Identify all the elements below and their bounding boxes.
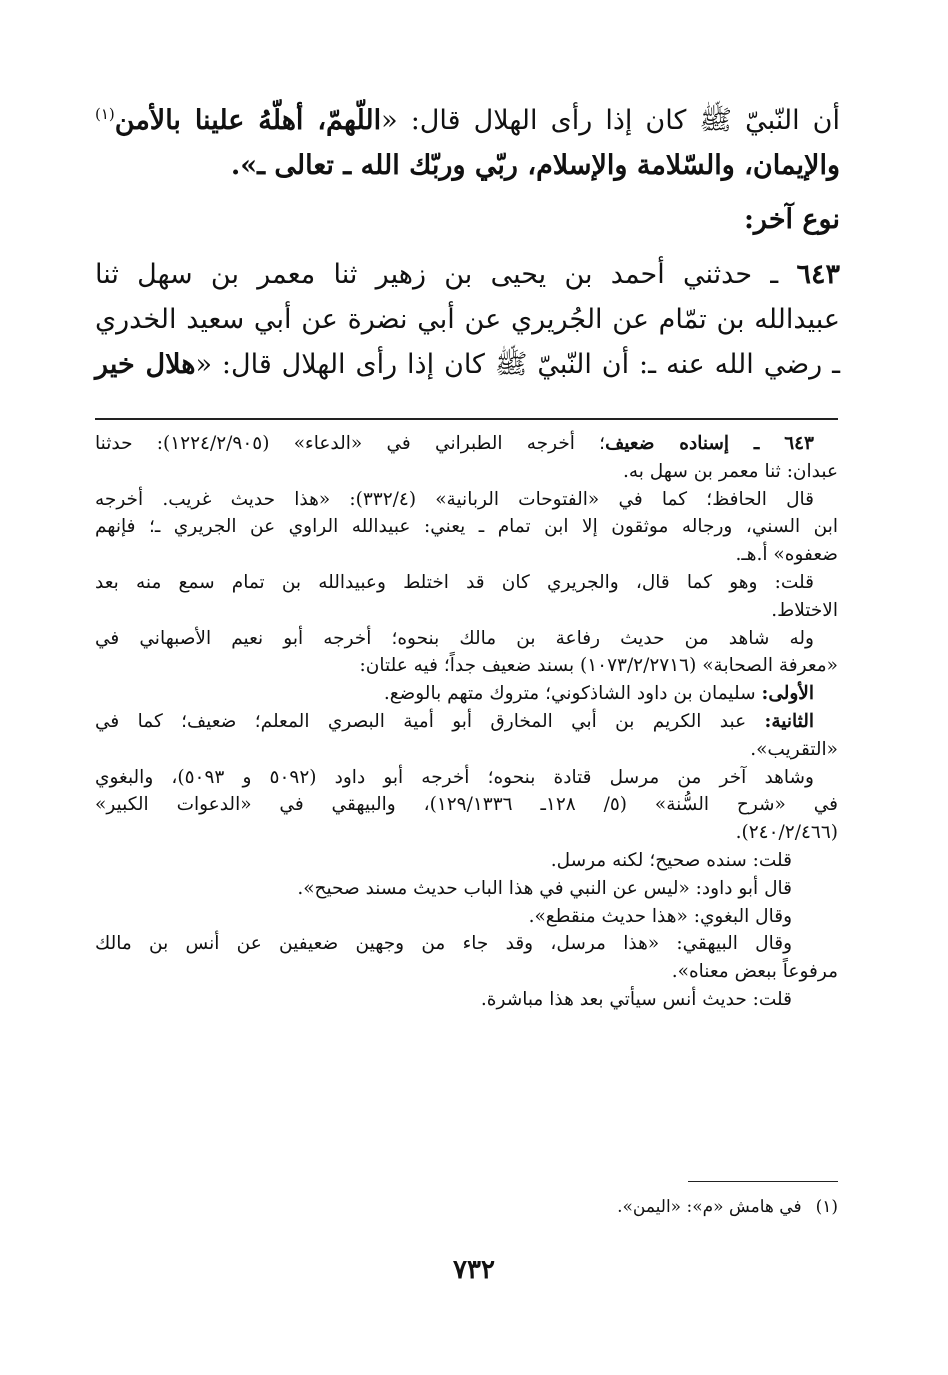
note-text: عبد الكريم بن أبي المخارق أبو أمية البصري المعلم؛ ضعيف؛ كما في (95, 710, 765, 732)
note-line: قال الحافظ؛ كما في «الفتوحات الربانية» (٣٣٢/٤): «هذا حديث غريب. أخرجه (95, 488, 814, 510)
footnote-text: في هامش «م»: «اليمن». (617, 1197, 802, 1217)
note-line (95, 680, 838, 708)
note-line: (٢٤٠/٢/٤٦٦). (735, 822, 838, 844)
note-text: سليمان بن داود الشاذكوني؛ متروك متهم بالوضع. (383, 683, 762, 705)
note-line: وقال البيهقي: «هذا مرسل، وقد جاء من وجهين ضعيفين عن أنس بن مالك (95, 933, 792, 955)
footnote-number: (١) (815, 1197, 838, 1217)
footnote-divider (688, 1181, 838, 1182)
line5-text: ـ رضي الله عنه ـ: أن النّبيّ ﷺ كان إذا رأى الهلال قال: « (195, 349, 840, 380)
page-number: ٧٣٢ (453, 1255, 495, 1285)
hadith-number: ٦٤٣ (796, 259, 840, 290)
note-line: مرفوعاً ببعض معناه». (671, 961, 838, 983)
hadith-quote-bold: اللّهمّ، أهلّهُ علينا بالأمن (114, 105, 382, 136)
note-line: الاختلاط. (771, 599, 838, 621)
note-line: قلت: سنده صحيح؛ لكنه مرسل. (550, 849, 792, 871)
hadith-quote-bold: هلال خير (95, 349, 196, 380)
note-line: عبدان: ثنا معمر بن سهل به. (622, 460, 838, 482)
note-line: وقال البغوي: «هذا حديث منقطع». (528, 905, 792, 927)
note-line: قلت: حديث أنس سيأتي بعد هذا مباشرة. (480, 988, 792, 1010)
footnote (95, 1194, 838, 1220)
main-line-5 (95, 342, 840, 387)
note-label-bold: الأولى: (761, 683, 814, 705)
footnote-marker: (١) (95, 105, 115, 123)
main-line-2: والإيمان، والسّلامة والإسلام، ربّي وربّك الله ـ تعالى ـ». (230, 150, 840, 181)
note-line: وشاهد آخر من مرسل قتادة بنحوه؛ أخرجه أبو داود (٥٠٩٢ و ٥٠٩٣)، والبغوي (95, 766, 814, 788)
note-line: «التقريب». (750, 738, 838, 760)
note-line: ضعفوه» أ.هـ. (735, 544, 838, 566)
main-text (95, 92, 840, 387)
note-label-bold: الثانية: (764, 710, 814, 732)
note-line: «معرفة الصحابة» (١٠٧٣/٢/٢٧١٦) بسند ضعيف جداً؛ فيه علتان: (359, 655, 838, 677)
note-grade: ـ إسناده ضعيف (605, 433, 785, 454)
note-text: ؛ أخرجه الطبراني في «الدعاء» (١٢٢٤/٢/٩٠٥): حدثنا (95, 433, 606, 454)
line1-text: أن النّبيّ ﷺ كان إذا رأى الهلال قال: « (381, 105, 840, 136)
note-number: ٦٤٣ (784, 433, 814, 454)
notes-divider (95, 418, 838, 420)
main-line-3 (95, 252, 840, 297)
commentary-notes (95, 430, 838, 1014)
note-line: قلت: وهو كما قال، والجريري كان قد اختلط وعبيدالله بن تمام سمع منه بعد (95, 571, 814, 593)
note-line (95, 430, 838, 458)
note-line (95, 708, 838, 736)
note-line: قال أبو داود: «ليس عن النبي في هذا الباب حديث مسند صحيح». (297, 877, 792, 899)
note-line: ابن السني، ورجاله موثقون إلا ابن تمام ـ يعني: عبيدالله الراوي عن الجريري ـ؛ فإنهم (95, 516, 838, 538)
note-line: وله شاهد من حديث رفاعة بن مالك بنحوه؛ أخرجه أبو نعيم الأصبهاني في (95, 627, 814, 649)
main-line-4: عبيدالله بن تمّام عن الجُريري عن أبي نضرة عن أبي سعيد الخدري (95, 304, 840, 335)
line3-text: ـ حدثني أحمد بن يحيى بن زهير ثنا معمر بن سهل ثنا (95, 259, 797, 290)
note-line: في «شرح السُّنة» (٥/ ١٢٨ـ ١٢٩/١٣٣٦)، والبيهقي في «الدعوات الكبير» (95, 794, 838, 816)
main-line-1 (95, 92, 840, 143)
section-heading: نوع آخر: (743, 204, 840, 235)
